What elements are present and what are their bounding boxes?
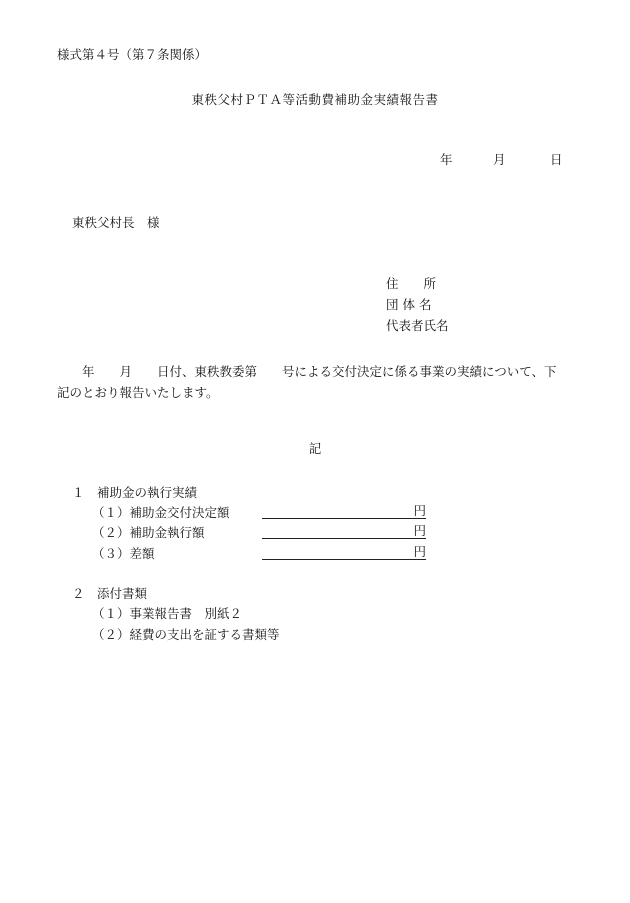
section-execution-title: １ 補助金の執行実績 — [72, 485, 198, 500]
date-month-label: 月 — [493, 152, 506, 167]
form-number: 様式第４号（第７条関係） — [57, 47, 208, 62]
sender-group-label: 団 体 名 — [386, 297, 432, 312]
sender-representative-label: 代表者氏名 — [386, 318, 449, 333]
difference-amount-field — [262, 546, 426, 560]
date-year-label: 年 — [440, 152, 453, 167]
sender-address-label: 住 所 — [386, 276, 437, 291]
item-difference-label: （３）差額 — [92, 546, 155, 561]
grant-executed-amount-field — [262, 525, 426, 539]
yen-unit: 円 — [413, 523, 426, 538]
yen-unit: 円 — [413, 544, 426, 559]
attachment-item: （１）事業報告書 別紙２ — [92, 606, 243, 621]
section-attachments-title: ２ 添付書類 — [72, 586, 148, 601]
ki-heading: 記 — [308, 441, 322, 456]
attachment-item: （２）経費の支出を証する書類等 — [92, 627, 280, 642]
date-day-label: 日 — [550, 152, 563, 167]
document-title: 東秩父村ＰＴＡ等活動費補助金実績報告書 — [191, 92, 439, 107]
addressee: 東秩父村長 様 — [72, 215, 160, 230]
item-grant-executed-label: （２）補助金執行額 — [92, 525, 205, 540]
body-paragraph: 年 月 日付、東秩教委第 号による交付決定に係る事業の実績について、下記のとおり報告いたします。 — [57, 364, 557, 400]
grant-decided-amount-field — [262, 505, 426, 519]
item-grant-decided-label: （１）補助金交付決定額 — [92, 505, 230, 520]
yen-unit: 円 — [413, 503, 426, 518]
